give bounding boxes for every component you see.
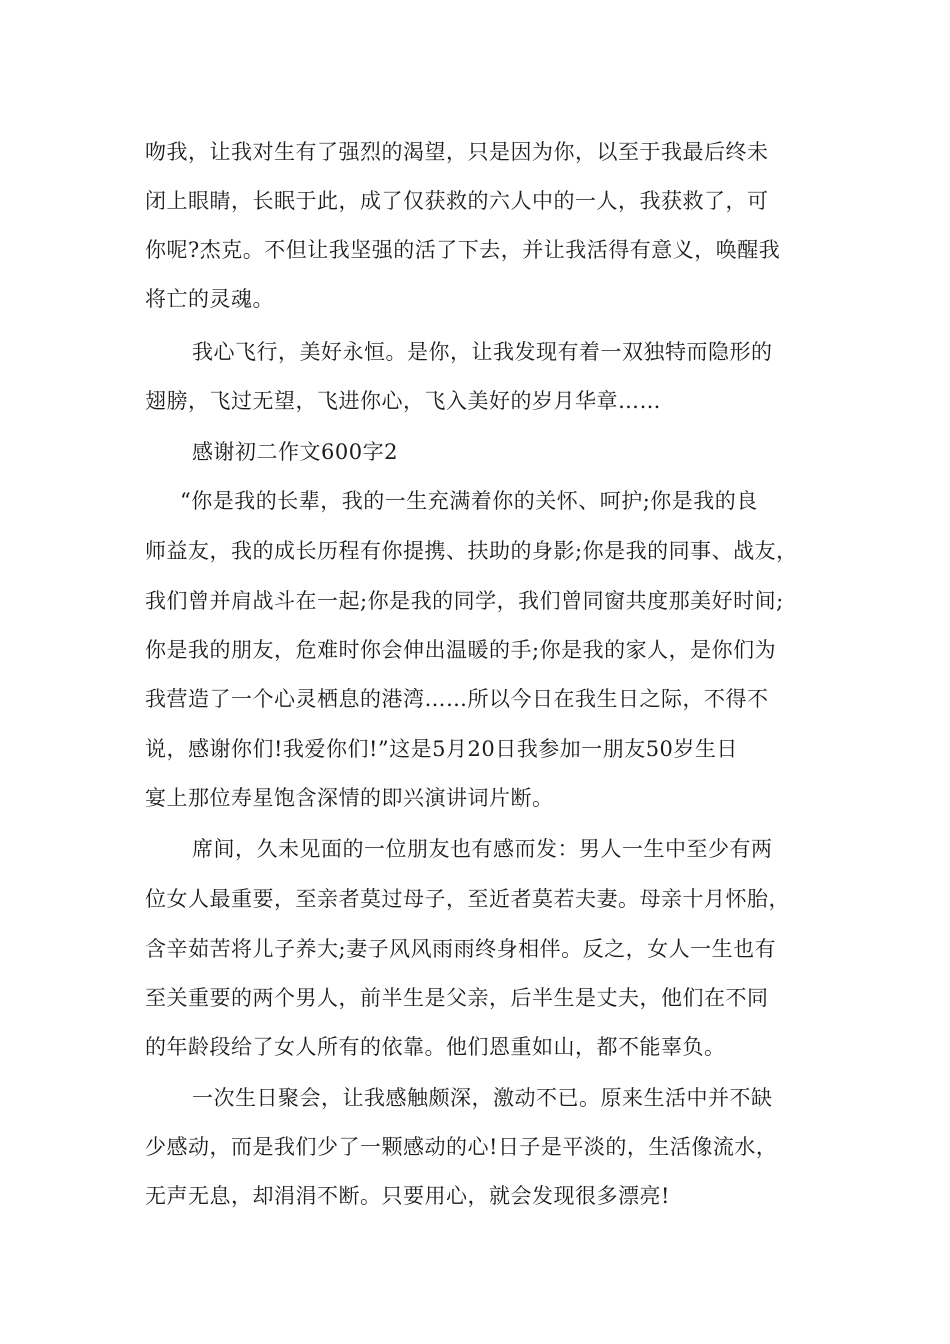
- text-line: 无声无息，却涓涓不断。只要用心，就会发现很多漂亮!: [145, 1184, 670, 1208]
- text-line: 的年龄段给了女人所有的依靠。他们恩重如山，都不能辜负。: [145, 1035, 726, 1059]
- text-line: 位女人最重要，至亲者莫过母子，至近者莫若夫妻。母亲十月怀胎，: [145, 887, 790, 911]
- text-line: 至关重要的两个男人，前半生是父亲，后半生是丈夫，他们在不同: [145, 986, 769, 1010]
- text-line: 我们曾并肩战斗在一起;你是我的同学，我们曾同窗共度那美好时间;: [145, 589, 784, 613]
- text-line: 席间，久未见面的一位朋友也有感而发：男人一生中至少有两: [192, 837, 773, 861]
- text-line: 翅膀，飞过无望，飞进你心，飞入美好的岁月华章……: [145, 389, 661, 413]
- text-line: 我营造了一个心灵栖息的港湾……所以今日在我生日之际，不得不: [145, 687, 769, 711]
- text-line: 吻我，让我对生有了强烈的渴望，只是因为你，以至于我最后终未: [145, 140, 769, 164]
- text-line: 说，感谢你们!我爱你们!”这是5月20日我参加一朋友50岁生日: [145, 737, 738, 761]
- text-line: 含辛茹苦将儿子养大;妻子风风雨雨终身相伴。反之，女人一生也有: [145, 937, 777, 961]
- text-line: 闭上眼睛，长眠于此，成了仅获救的六人中的一人，我获救了，可: [145, 189, 769, 213]
- text-line: “你是我的长辈，我的一生充满着你的关怀、呵护;你是我的良: [180, 489, 758, 513]
- text-line: 我心飞行，美好永恒。是你，让我发现有着一双独特而隐形的: [192, 340, 773, 364]
- text-line: 宴上那位寿星饱含深情的即兴演讲词片断。: [145, 786, 554, 810]
- text-line: 你呢?杰克。不但让我坚强的活了下去，并让我活得有意义，唤醒我: [145, 238, 781, 262]
- text-line: 师益友，我的成长历程有你提携、扶助的身影;你是我的同事、战友，: [145, 539, 798, 563]
- text-line: 一次生日聚会，让我感触颇深，激动不已。原来生活中并不缺: [192, 1086, 773, 1110]
- text-line: 你是我的朋友，危难时你会伸出温暖的手;你是我的家人，是你们为: [145, 638, 777, 662]
- section-heading: 感谢初二作文600字2: [192, 440, 398, 464]
- text-line: 少感动，而是我们少了一颗感动的心!日子是平淡的，生活像流水，: [145, 1135, 778, 1159]
- text-line: 将亡的灵魂。: [145, 287, 274, 311]
